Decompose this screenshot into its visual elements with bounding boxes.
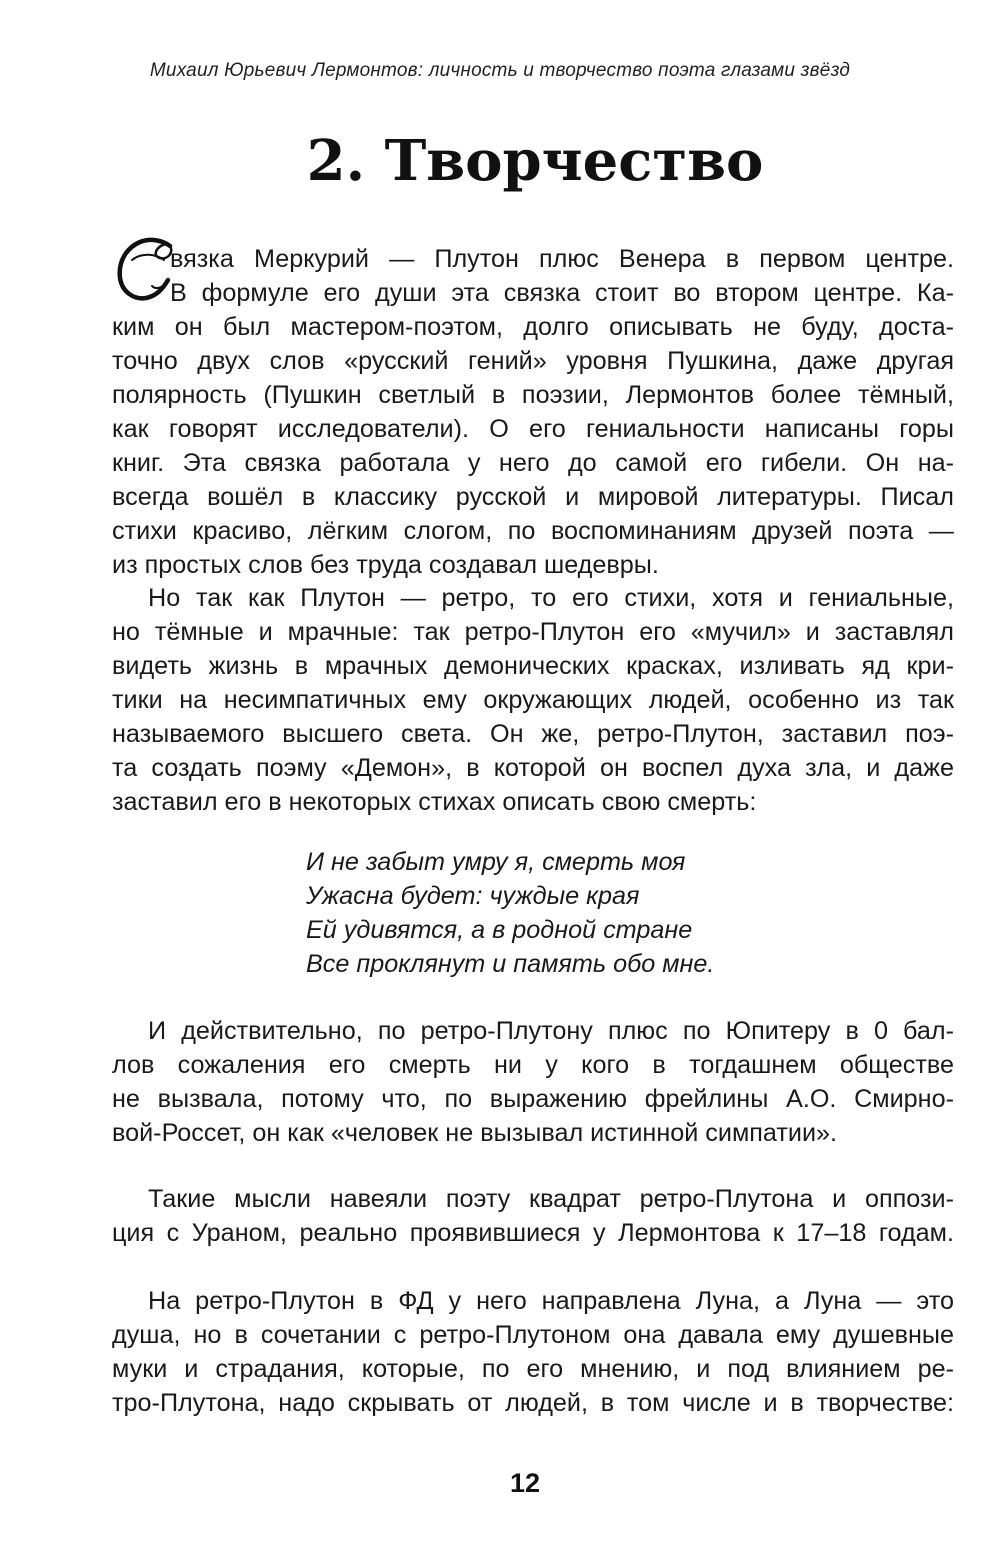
paragraph-1-line: вязка Меркурий — Плутон плюс Венера в первом центре. [170, 245, 954, 273]
poem-verse: Ей удивятся, а в родной стране [306, 916, 693, 944]
paragraph-3-line: лов сожаления его смерть ни у кого в тогдашнем обществе [112, 1051, 954, 1079]
paragraph-5-line: душа, но в сочетании с ретро-Плутоном она давала ему душевные [112, 1321, 954, 1349]
poem-verse: И не забыт умру я, смерть моя [306, 848, 686, 876]
paragraph-5 [112, 1284, 954, 1420]
paragraph-2-line: называемого высшего света. Он же, ретро-Плутон, заставил поэ- [112, 720, 954, 748]
paragraph-1-line: полярность (Пушкин светлый в поэзии, Лермонтов более тёмный, [112, 381, 954, 409]
paragraph-1-line: как говорят исследователи). О его гениальности написаны горы [112, 415, 954, 443]
page-number: 12 [509, 1468, 541, 1498]
paragraph-2-line: видеть жизнь в мрачных демонических красках, изливать яд кри- [112, 652, 954, 680]
poem-quote [306, 845, 714, 981]
paragraph-3-line: не вызвала, потому что, по выражению фрейлины А.О. Смирно- [112, 1085, 954, 1113]
paragraph-4-line: Такие мысли навеяли поэту квадрат ретро-Плутона и оппози- [148, 1185, 954, 1213]
paragraph-5-line: тро-Плутона, надо скрывать от людей, в том числе и в творчестве: [112, 1389, 954, 1417]
paragraph-4 [112, 1182, 954, 1250]
paragraph-1 [112, 242, 954, 582]
paragraph-1-line: всегда вошёл в классику русской и мировой литературы. Писал [112, 483, 954, 511]
paragraph-2-line: та создать поэму «Демон», в которой он воспел духа зла, и даже [112, 754, 954, 782]
paragraph-5-line: На ретро-Плутон в ФД у него направлена Луна, а Луна — это [148, 1287, 954, 1315]
paragraph-1-line: книг. Эта связка работала у него до самой его гибели. Он на- [112, 449, 954, 477]
paragraph-2 [112, 581, 954, 819]
paragraph-5-line: муки и страдания, которые, по его мнению, и под влиянием ре- [112, 1355, 954, 1383]
paragraph-1-line: ким он был мастером-поэтом, долго описывать не буду, доста- [112, 313, 954, 341]
paragraph-3-line: И действительно, по ретро-Плутону плюс по Юпитеру в 0 бал- [148, 1017, 954, 1045]
paragraph-2-line: но тёмные и мрачные: так ретро-Плутон его «мучил» и заставлял [112, 618, 954, 646]
paragraph-1-line: из простых слов без труда создавал шедевры. [112, 551, 659, 579]
paragraph-1-line: В формуле его души эта связка стоит во втором центре. Ка- [170, 279, 954, 307]
paragraph-3 [112, 1014, 954, 1150]
paragraph-3-line: вой-Россет, он как «человек не вызывал истинной симпатии». [112, 1119, 838, 1147]
paragraph-2-line: заставил его в некоторых стихах описать свою смерть: [112, 788, 757, 816]
running-head: Михаил Юрьевич Лермонтов: личность и творчество поэта глазами звёзд [149, 60, 851, 81]
chapter-title: 2. Творчество [306, 128, 764, 194]
poem-verse: Ужасна будет: чуждые края [306, 882, 640, 910]
paragraph-2-line: тики на несимпатичных ему окружающих людей, особенно из так [112, 686, 954, 714]
paragraph-1-line: стихи красиво, лёгким слогом, по воспоминаниям друзей поэта — [112, 517, 954, 545]
paragraph-1-line: точно двух слов «русский гений» уровня Пушкина, даже другая [112, 347, 954, 375]
paragraph-2-line: Но так как Плутон — ретро, то его стихи, хотя и гениальные, [148, 584, 954, 612]
poem-verse: Все проклянут и память обо мне. [306, 950, 715, 978]
paragraph-4-line: ция с Ураном, реально проявившиеся у Лермонтова к 17–18 годам. [112, 1219, 954, 1247]
